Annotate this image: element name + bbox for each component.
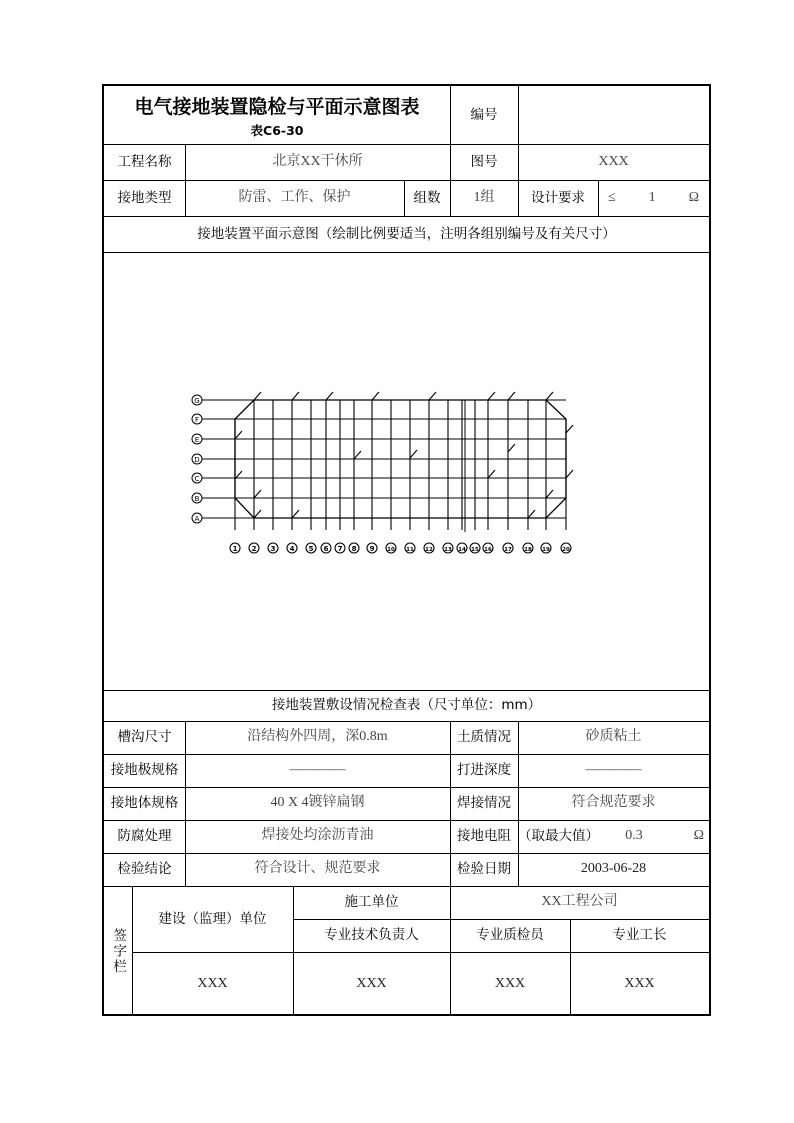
drive-depth-label: 打进深度	[457, 762, 511, 779]
column-label-9: 9	[369, 545, 375, 553]
group-count-label: 组数	[413, 189, 441, 206]
inspection-date-label: 检验日期	[457, 861, 511, 878]
drawing-number-label: 图号	[470, 153, 498, 170]
trench-size-label: 槽沟尺寸	[117, 729, 172, 746]
ground-rod-tick	[372, 392, 379, 400]
design-requirement-label: 设计要求	[531, 189, 585, 206]
ground-rod-tick	[292, 510, 299, 518]
column-label-16: 16	[484, 547, 492, 553]
form-code: 表C6-30	[250, 122, 304, 138]
ground-rod-tick	[488, 392, 495, 400]
column-label-5: 5	[308, 545, 314, 553]
resistance-value-cell[interactable]	[518, 820, 709, 853]
column-label-17: 17	[504, 547, 512, 553]
design-resistance: 1	[648, 189, 656, 205]
column-label-20: 20	[562, 547, 570, 553]
inspection-date-value[interactable]: 2003-06-28	[580, 861, 647, 877]
drawing-number-value[interactable]: XXX	[598, 153, 629, 169]
ground-rod-tick	[354, 451, 361, 459]
conclusion-label: 检验结论	[117, 861, 172, 878]
column-label-8: 8	[351, 545, 357, 553]
ground-rod-tick	[235, 431, 242, 439]
foreman-signature[interactable]: XXX	[624, 975, 655, 991]
tech-lead-label: 专业技术负责人	[324, 927, 419, 944]
inspection-caption: 接地装置敷设情况检查表（尺寸单位：mm）	[271, 697, 542, 714]
ohm-unit: Ω	[688, 189, 699, 205]
resistance-value: 0.3	[625, 828, 643, 844]
column-label-13: 13	[444, 547, 452, 553]
signature-column-label: 签字栏	[110, 927, 127, 975]
number-value[interactable]	[518, 86, 709, 144]
column-label-10: 10	[387, 547, 395, 553]
owner-unit-label: 建设（监理）单位	[158, 910, 267, 927]
column-label-19: 19	[542, 547, 550, 553]
ground-rod-tick	[546, 490, 553, 498]
qc-inspector-signature[interactable]: XXX	[494, 975, 526, 991]
form-header	[104, 86, 450, 144]
column-label-11: 11	[406, 547, 414, 553]
anticorrosion-value[interactable]: 焊接处均涂沥青油	[261, 828, 374, 844]
group-count-value[interactable]: 1组	[473, 189, 495, 205]
qc-inspector-label: 专业质检员	[476, 927, 544, 944]
column-label-3: 3	[270, 545, 276, 553]
row-label-E: E	[194, 436, 200, 444]
grounding-type-value[interactable]: 防雷、工作、保护	[238, 189, 351, 205]
column-label-18: 18	[524, 547, 532, 553]
form-title: 电气接地装置隐检与平面示意图表	[134, 96, 420, 119]
column-label-7: 7	[337, 545, 343, 553]
column-label-12: 12	[425, 547, 433, 553]
conclusion-value[interactable]: 符合设计、规范要求	[254, 861, 381, 877]
row-label-F: F	[194, 416, 200, 424]
ground-rod-tick	[254, 392, 261, 400]
grounding-inspection-form	[102, 84, 711, 1016]
column-label-2: 2	[251, 545, 257, 553]
foreman-label: 专业工长	[612, 927, 667, 944]
ground-rod-tick	[326, 392, 333, 400]
trench-size-value[interactable]: 沿结构外四周，深0.8m	[247, 729, 388, 745]
drive-depth-value[interactable]: ————	[585, 762, 642, 778]
row-label-D: D	[194, 456, 200, 464]
row-label-B: B	[194, 495, 200, 503]
ground-rod-tick	[410, 450, 417, 458]
column-label-6: 6	[323, 545, 329, 553]
ground-rod-tick	[566, 470, 573, 478]
resistance-label: 接地电阻	[457, 828, 511, 845]
rod-spec-label: 接地极规格	[110, 762, 179, 779]
project-name-label: 工程名称	[117, 153, 172, 170]
ground-rod-tick	[488, 470, 495, 478]
column-label-14: 14	[458, 547, 466, 553]
diagram-area	[104, 252, 709, 690]
ground-rod-tick	[254, 490, 261, 498]
ground-rod-tick	[429, 392, 436, 400]
grounding-grid-diagram	[104, 252, 709, 690]
ohm-unit: Ω	[693, 828, 704, 844]
ground-rod-tick	[528, 510, 535, 518]
grounding-type-label: 接地类型	[117, 189, 172, 206]
body-spec-label: 接地体规格	[110, 795, 179, 812]
body-spec-value[interactable]: 40 X 4镀锌扁钢	[270, 795, 365, 811]
tech-lead-signature[interactable]: XXX	[356, 975, 387, 991]
weld-value[interactable]: 符合规范要求	[571, 795, 656, 811]
project-name-value[interactable]: 北京XX干休所	[272, 153, 363, 169]
diagram-caption: 接地装置平面示意图（绘制比例要适当，注明各组别编号及有关尺寸）	[197, 225, 616, 242]
ground-rod-tick	[254, 510, 261, 518]
ground-rod-tick	[546, 392, 553, 400]
resistance-qualifier: （取最大值）	[518, 828, 599, 845]
column-label-4: 4	[289, 545, 295, 553]
ground-rod-tick	[292, 392, 299, 400]
weld-label: 焊接情况	[457, 795, 511, 812]
number-label: 编号	[470, 106, 498, 123]
column-label-15: 15	[471, 547, 479, 553]
less-equal-symbol: ≤	[608, 189, 616, 205]
ground-rod-tick	[508, 392, 515, 400]
ground-rod-tick	[508, 444, 515, 452]
row-label-C: C	[194, 475, 200, 483]
soil-value[interactable]: 砂质粘土	[585, 729, 642, 745]
rod-spec-value[interactable]: ————	[289, 762, 346, 778]
column-label-1: 1	[232, 545, 238, 553]
soil-label: 土质情况	[457, 729, 511, 746]
contractor-label: 施工单位	[344, 894, 399, 911]
row-label-G: G	[194, 397, 200, 405]
anticorrosion-label: 防腐处理	[117, 828, 172, 845]
ground-rod-tick	[566, 425, 573, 433]
owner-signature[interactable]: XXX	[197, 975, 228, 991]
design-requirement-value[interactable]	[598, 180, 709, 216]
contractor-value[interactable]: XX工程公司	[541, 894, 618, 910]
row-label-A: A	[194, 515, 200, 523]
